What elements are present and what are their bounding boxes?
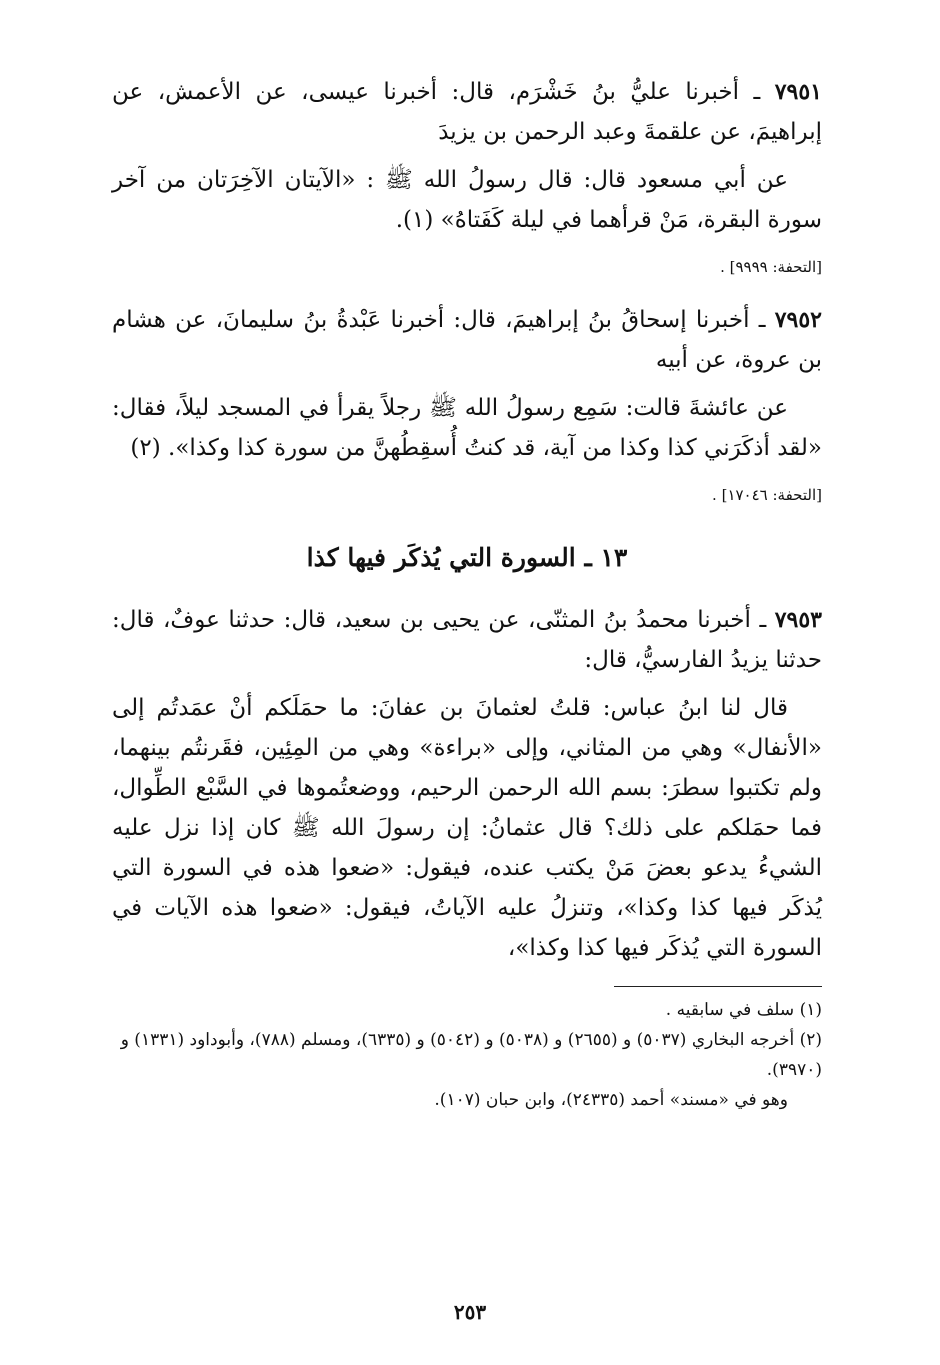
- isnad-text: ـ أخبرنا إسحاقُ بنُ إبراهيمَ، قال: أخبرنا عَبْدةُ بنُ سليمانَ، عن هشام بن عروة، عن أبيه: [112, 307, 822, 373]
- hadith-7953-isnad: [112, 600, 822, 680]
- matn-text: عن أبي مسعود قال: قال رسولُ الله ﷺ : «الآيتان الآخِرَتان من آخر سورة البقرة، مَنْ قرأهما في ليلة كَفَتاهُ» (١).: [112, 167, 822, 233]
- footnote-2-continuation: وهو في «مسند» أحمد (٢٤٣٣٥)، وابن حبان (١٠٧).: [434, 1090, 788, 1110]
- footnote-divider: [614, 986, 822, 987]
- matn-text: قال لنا ابنُ عباس: قلتُ لعثمانَ بن عفانَ: ما حمَلَكم أنْ عمَدتُم إلى «الأنفال» وهي من المثاني، وإلى «براءة» وهي من المِئِين، فقَرنتُم بينهما، ولم تكتبوا سطرَ: بسم الله الرحمن الرحيم، ووضعتُموها في السَّبْع الطِّوال، فما حمَلكم على ذلك؟ قال عثمانُ: إن رسولَ الله ﷺ كان إذا نزل عليه الشيءُ يدعو بعضَ مَنْ يكتب عنده، فيقول: «ضعوا هذه في السورة التي يُذكَر فيها كذا وكذا»، وتنزلُ عليه الآياتُ، فيقول: «ضعوا هذه الآيات في السورة التي يُذكَر فيها كذا وكذا»،: [112, 695, 822, 961]
- isnad-text: ـ أخبرنا محمدُ بنُ المثنّى، عن يحيى بن سعيد، قال: حدثنا عوفٌ، قال: حدثنا يزيدُ الفارسيُّ، قال:: [112, 607, 822, 673]
- footnotes: [112, 995, 822, 1115]
- footnote-1: (١) سلف في سابقيه .: [665, 1000, 822, 1020]
- hadith-7952-matn: [112, 388, 822, 468]
- hadith-7952-isnad: [112, 300, 822, 380]
- matn-text: عن عائشةَ قالت: سَمِع رسولُ الله ﷺ رجلاً يقرأ في المسجد ليلاً، فقال: «لقد أذكَرَني كذا وكذا من آية، قد كنتُ أُسقِطُهنَّ من سورة كذا وكذا». (٢): [112, 395, 822, 461]
- hadith-7952-citation: [التحفة: ١٧٠٤٦] .: [712, 486, 822, 504]
- hadith-number: ٧٩٥١: [774, 79, 822, 105]
- page-number: ٢٥٣: [453, 1300, 487, 1324]
- isnad-text: ـ أخبرنا عليُّ بنُ خَشْرَم، قال: أخبرنا عيسى، عن الأعمش، عن إبراهيمَ، عن علقمةَ وعبد الرحمن بن يزيدَ: [112, 79, 822, 145]
- hadith-7952: [112, 300, 822, 508]
- page-body: [112, 72, 822, 1115]
- hadith-7951-isnad: [112, 72, 822, 152]
- hadith-number: ٧٩٥٣: [774, 607, 822, 633]
- hadith-7951-citation: [التحفة: ٩٩٩٩] .: [720, 258, 822, 276]
- hadith-7953: [112, 600, 822, 968]
- hadith-7951-matn: [112, 160, 822, 240]
- footnote-2: (٢) أخرجه البخاري (٥٠٣٧) و (٢٦٥٥) و (٥٠٣٨) و (٥٠٤٢) و (٦٣٣٥)، ومسلم (٧٨٨)، وأبوداود (١٣٣١) و (٣٩٧٠).: [120, 1030, 822, 1080]
- chapter-heading: ١٣ ـ السورة التي يُذكَر فيها كذا: [306, 543, 628, 572]
- hadith-number: ٧٩٥٢: [774, 307, 822, 333]
- hadith-7953-matn: [112, 688, 822, 968]
- hadith-7951: [112, 72, 822, 280]
